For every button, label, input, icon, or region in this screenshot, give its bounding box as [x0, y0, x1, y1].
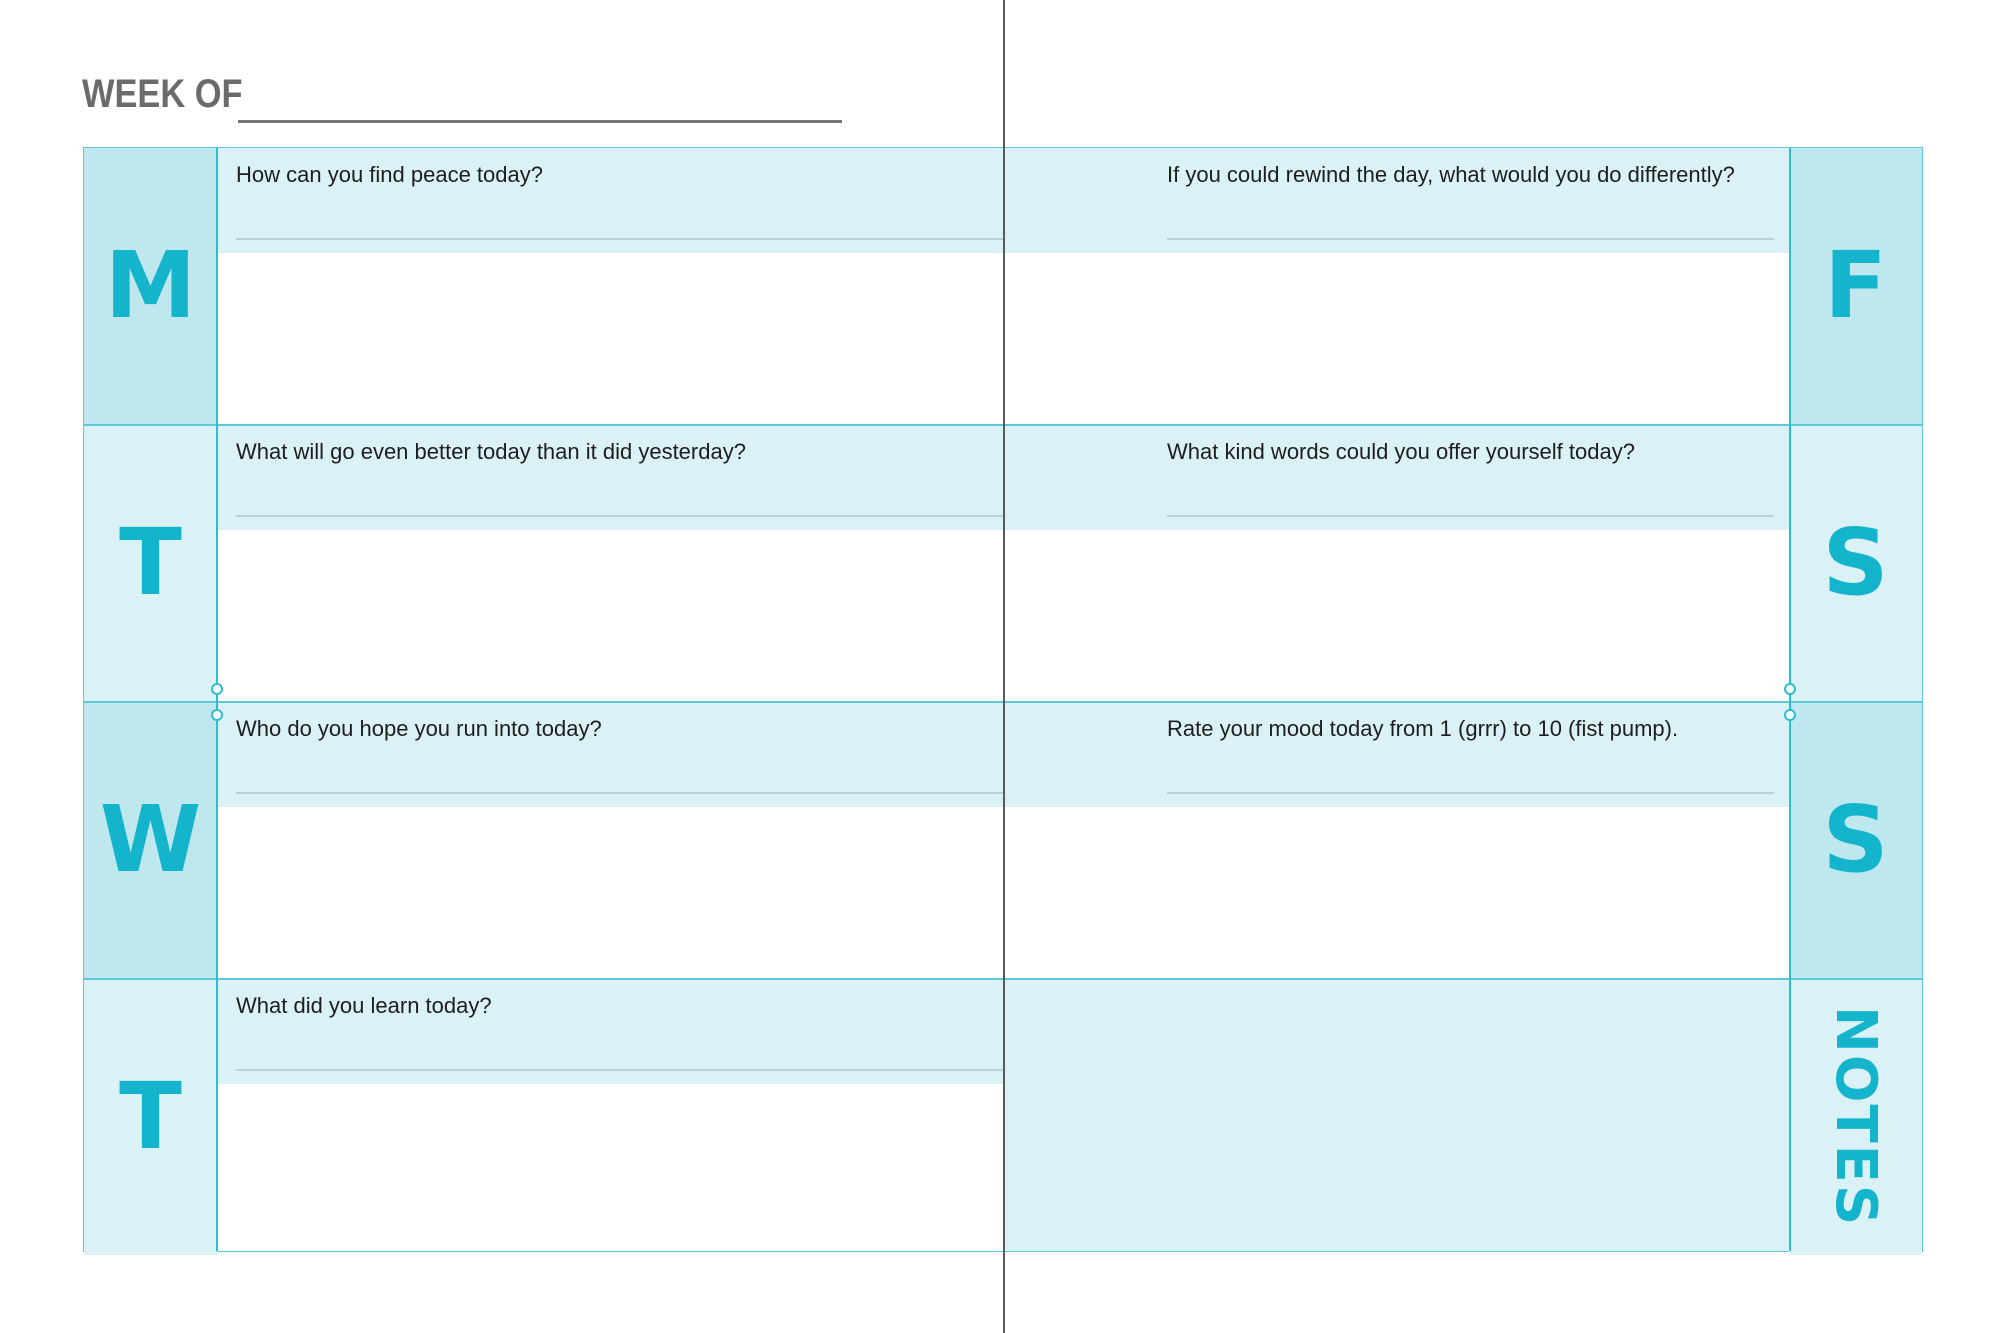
- prompt-band-monday: [218, 148, 1003, 253]
- prompt-band-thursday: [218, 979, 1003, 1084]
- prompt-tuesday: What will go even better today than it did yesterday?: [236, 439, 746, 464]
- notes-area[interactable]: [1005, 979, 1789, 1251]
- tab-saturday: [1789, 425, 1922, 701]
- prompt-saturday: What kind words could you offer yourself today?: [1167, 439, 1635, 464]
- tab-sunday: [1789, 702, 1922, 978]
- tab-wednesday: [84, 702, 217, 978]
- prompt-band-wednesday: [218, 702, 1003, 807]
- day-letter-monday: M: [104, 232, 197, 339]
- week-of-label: WEEK OF: [82, 72, 243, 116]
- answer-line-wednesday[interactable]: [236, 792, 1003, 794]
- ring-icon: [1784, 709, 1796, 721]
- prompt-band-friday: [1005, 148, 1789, 253]
- tab-thursday: [84, 979, 217, 1255]
- day-letter-sunday: S: [1822, 786, 1889, 893]
- notes-label: NOTES: [1823, 1006, 1888, 1228]
- answer-line-monday[interactable]: [236, 238, 1003, 240]
- right-tab-divider: [1789, 148, 1791, 1251]
- ring-icon: [211, 683, 223, 695]
- day-letter-saturday: S: [1822, 509, 1889, 616]
- prompt-band-saturday: [1005, 425, 1789, 530]
- day-letter-friday: F: [1824, 232, 1887, 339]
- answer-line-friday[interactable]: [1167, 238, 1774, 240]
- day-letter-tuesday: T: [119, 509, 182, 616]
- prompt-wednesday: Who do you hope you run into today?: [236, 716, 602, 741]
- tab-notes: [1789, 979, 1922, 1255]
- answer-line-saturday[interactable]: [1167, 515, 1774, 517]
- prompt-band-tuesday: [218, 425, 1003, 530]
- prompt-band-sunday: [1005, 702, 1789, 807]
- day-letter-thursday: T: [119, 1063, 182, 1170]
- left-tab-divider: [216, 148, 218, 1251]
- prompt-friday: If you could rewind the day, what would you do differently?: [1167, 162, 1735, 187]
- answer-line-thursday[interactable]: [236, 1069, 1003, 1071]
- tab-tuesday: [84, 425, 217, 701]
- tab-friday: [1789, 148, 1922, 424]
- prompt-sunday: Rate your mood today from 1 (grrr) to 10 (fist pump).: [1167, 716, 1679, 741]
- day-letter-wednesday: W: [99, 786, 202, 893]
- tab-monday: [84, 148, 217, 424]
- ring-icon: [1784, 683, 1796, 695]
- week-of-input-line[interactable]: [238, 120, 842, 123]
- ring-icon: [211, 709, 223, 721]
- page-spine: [1003, 0, 1005, 1333]
- prompt-thursday: What did you learn today?: [236, 993, 492, 1018]
- prompt-monday: How can you find peace today?: [236, 162, 543, 187]
- answer-line-sunday[interactable]: [1167, 792, 1774, 794]
- answer-line-tuesday[interactable]: [236, 515, 1003, 517]
